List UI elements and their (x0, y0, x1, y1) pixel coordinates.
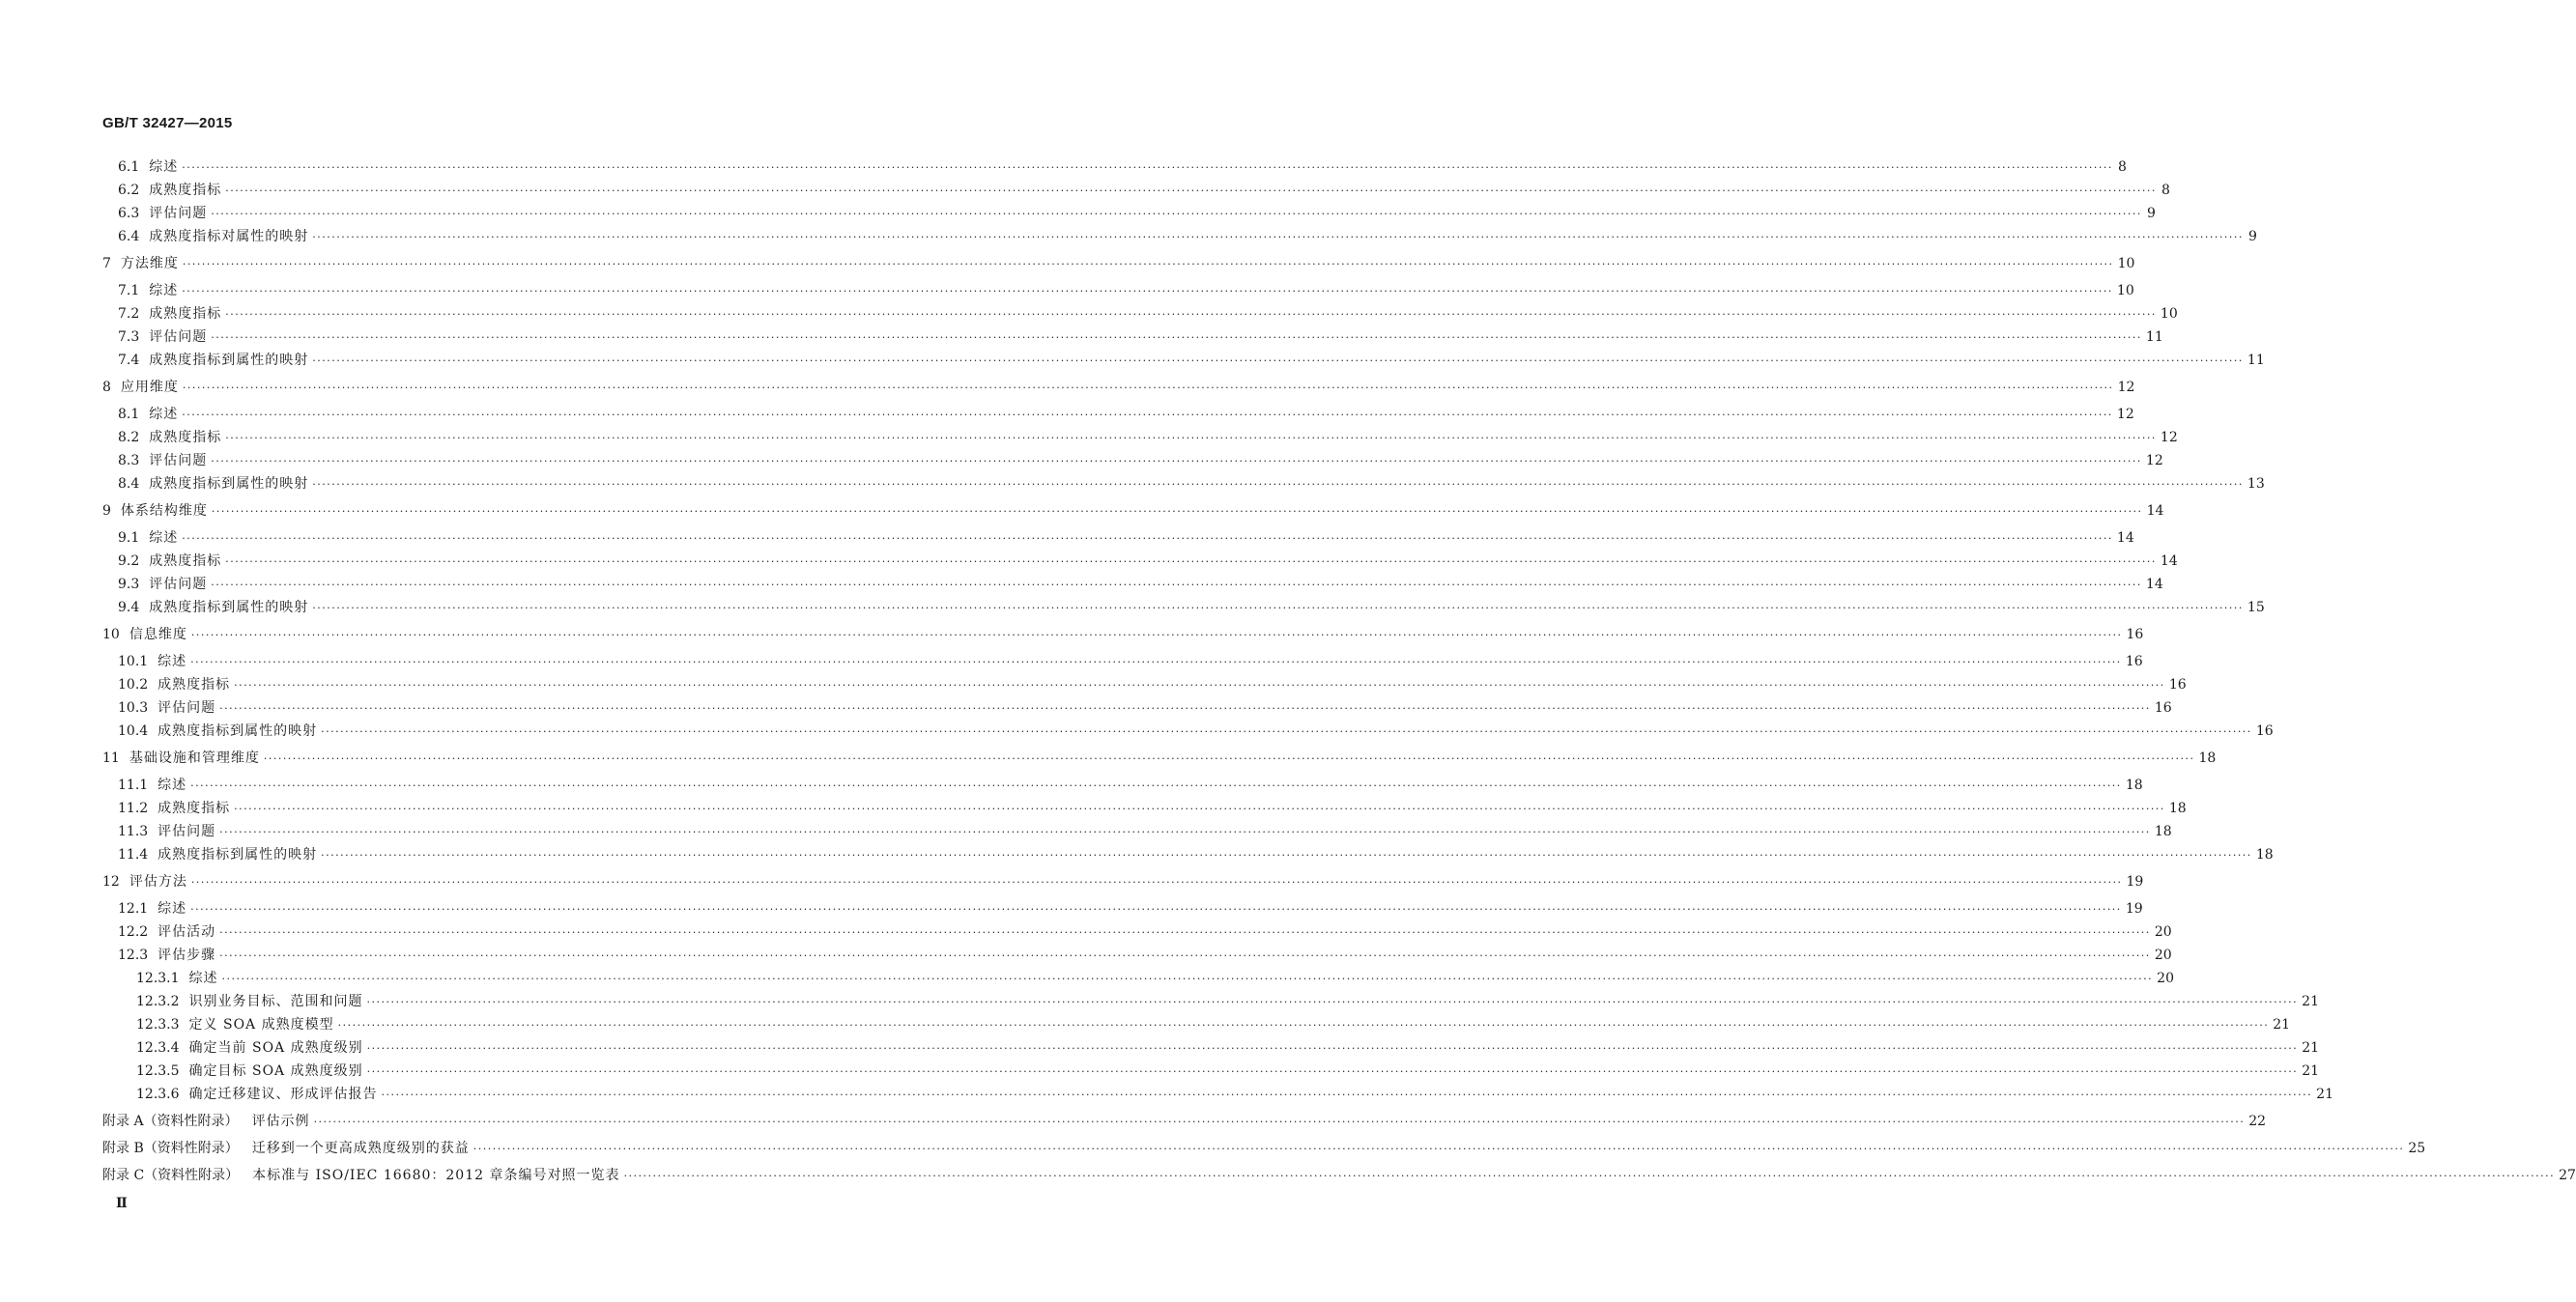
toc-entry-number: 10.3 (118, 700, 149, 716)
toc-entry-page: 27 (2559, 1168, 2576, 1183)
toc-entry[interactable] (102, 748, 2217, 769)
toc-leader-dots: ················································································································································································································································································································································································································ (337, 1019, 2270, 1032)
toc-entry-number: 10.4 (118, 723, 149, 739)
toc-entry-title: 本标准与 ISO/IEC 16680：2012 章条编号对照一览表 (252, 1168, 620, 1183)
toc-entry[interactable] (102, 871, 2144, 892)
toc-entry-number: 11.3 (118, 824, 149, 839)
toc-entry-page: 12 (2160, 430, 2178, 445)
toc-entry-page: 16 (2126, 627, 2144, 642)
toc-entry-number: 10.1 (118, 654, 149, 669)
toc-entry-page: 14 (2160, 553, 2178, 569)
toc-leader-dots: ················································································································································································································································································································································································································ (366, 1042, 2299, 1055)
toc-entry-page: 16 (2255, 723, 2274, 739)
toc-entry-number: 12.3.1 (136, 971, 180, 986)
toc-entry-page: 12 (2145, 453, 2163, 468)
toc-entry-page: 21 (2316, 1087, 2333, 1102)
toc-entry-number: 9.2 (118, 553, 140, 569)
toc-leader-dots: ················································································································································································································································································································································································································ (211, 331, 2142, 344)
toc-entry-title: 成熟度指标到属性的映射 (157, 847, 318, 863)
toc-entry-number: 8.1 (118, 407, 140, 422)
toc-leader-dots: ················································································································································································································································································································································································································ (190, 656, 2122, 668)
toc-leader-dots: ················································································································································································································································································································································································································ (381, 1089, 2313, 1101)
toc-entry-title: 成熟度指标 (149, 553, 222, 569)
toc-entry[interactable] (118, 721, 2274, 742)
toc-entry-page: 10 (2117, 256, 2135, 271)
toc-entry-page: 15 (2247, 600, 2265, 615)
toc-entry[interactable] (102, 253, 2135, 274)
toc-entry-title: 确定目标 SOA 成熟度级别 (188, 1063, 363, 1079)
toc-entry[interactable] (118, 597, 2265, 618)
toc-entry-number: 7.1 (118, 283, 140, 298)
toc-entry[interactable] (118, 821, 2172, 842)
toc-entry-number: 12 (102, 874, 120, 890)
toc-entry-title: 成熟度指标 (157, 677, 231, 693)
toc-entry[interactable] (102, 377, 2135, 398)
toc-entry-page: 16 (2154, 700, 2172, 716)
toc-entry[interactable] (136, 1014, 2291, 1035)
toc-entry-number: 6.2 (118, 183, 140, 198)
toc-entry-number: 6.3 (118, 206, 140, 221)
toc-leader-dots: ················································································································································································································································································································································································································ (225, 184, 2157, 197)
toc-entry-page: 20 (2154, 948, 2172, 963)
toc-entry-page: 20 (2157, 971, 2174, 986)
toc-entry-title: 综述 (149, 407, 179, 422)
toc-leader-dots: ················································································································································································································································································································································································································ (190, 903, 2122, 916)
toc-entry-title: 综述 (149, 283, 179, 298)
toc-entry[interactable] (136, 968, 2174, 989)
toc-entry[interactable] (102, 500, 2164, 522)
toc-entry[interactable] (136, 1084, 2333, 1105)
toc-entry-number: 12.3.3 (136, 1017, 180, 1033)
toc-entry[interactable] (118, 203, 2156, 224)
toc-entry[interactable] (118, 551, 2178, 572)
toc-entry-page: 13 (2247, 476, 2265, 492)
toc-entry-title: 评估问题 (149, 577, 208, 592)
toc-entry-number: 12.3.4 (136, 1040, 180, 1056)
toc-entry-title: 评估示例 (251, 1114, 310, 1129)
toc-leader-dots: ················································································································································································································································································································································································································ (182, 161, 2113, 174)
toc-leader-dots: ················································································································································································································································································································································································································ (472, 1143, 2405, 1155)
toc-entry-number: 7.4 (118, 353, 140, 368)
toc-entry[interactable] (118, 473, 2265, 495)
toc-entry-title: 应用维度 (120, 380, 179, 395)
toc-appendix-entry[interactable] (102, 1111, 2267, 1132)
toc-leader-dots: ················································································································································································································································································································································································································ (321, 725, 2252, 738)
toc-entry-number: 11.2 (118, 801, 149, 816)
toc-entry[interactable] (118, 574, 2163, 595)
toc-entry-number: 附录 C（资料性附录） (102, 1168, 240, 1183)
toc-entry-page: 9 (2146, 206, 2156, 221)
toc-leader-dots: ················································································································································································································································································································································································································ (211, 505, 2143, 518)
toc-entry-title: 确定当前 SOA 成熟度级别 (188, 1040, 363, 1056)
toc-entry-title: 评估方法 (129, 874, 187, 890)
toc-entry-number: 12.3.5 (136, 1063, 180, 1079)
toc-entry-title: 综述 (157, 778, 187, 793)
toc-leader-dots: ················································································································································································································································································································································································································ (190, 629, 2123, 641)
toc-entry-title: 成熟度指标 (149, 183, 222, 198)
toc-leader-dots: ················································································································································································································································································································································································································ (312, 354, 2244, 367)
toc-entry[interactable] (136, 991, 2319, 1012)
toc-entry-page: 18 (2255, 847, 2274, 863)
toc-entry[interactable] (118, 180, 2170, 201)
toc-entry[interactable] (118, 280, 2134, 301)
toc-entry[interactable] (118, 798, 2187, 819)
toc-entry-page: 14 (2146, 503, 2164, 519)
toc-entry-number: 8.3 (118, 453, 140, 468)
toc-leader-dots: ················································································································································································································································································································································································································ (211, 208, 2142, 220)
toc-leader-dots: ················································································································································································································································································································································································································ (211, 455, 2142, 467)
toc-entry-number: 6.4 (118, 229, 140, 244)
toc-leader-dots: ················································································································································································································································································································································································································ (366, 1065, 2299, 1078)
toc-entry-title: 评估问题 (157, 824, 216, 839)
toc-entry-number: 12.2 (118, 924, 149, 940)
toc-entry-page: 10 (2160, 306, 2178, 322)
toc-entry-title: 定义 SOA 成熟度模型 (188, 1017, 334, 1033)
toc-entry-title: 评估问题 (149, 206, 208, 221)
toc-entry-title: 成熟度指标到属性的映射 (149, 353, 309, 368)
toc-entry-page: 22 (2248, 1114, 2267, 1129)
toc-appendix-entry[interactable] (102, 1165, 2576, 1186)
toc-entry-page: 12 (2117, 380, 2135, 395)
toc-entry-page: 14 (2116, 530, 2134, 546)
toc-entry-page: 11 (2145, 329, 2163, 345)
toc-leader-dots: ················································································································································································································································································································································································································ (312, 478, 2244, 491)
toc-entry[interactable] (118, 775, 2143, 796)
toc-leader-dots: ················································································································································································································································································································································································································ (182, 285, 2113, 297)
toc-entry-page: 21 (2302, 1063, 2320, 1079)
toc-leader-dots: ················································································································································································································································································································································································································ (190, 779, 2122, 792)
toc-leader-dots: ················································································································································································································································································································································································································ (313, 1116, 2246, 1128)
toc-entry-title: 成熟度指标 (149, 306, 222, 322)
toc-entry-page: 8 (2117, 159, 2127, 175)
toc-entry[interactable] (118, 898, 2143, 920)
toc-leader-dots: ················································································································································································································································································································································································································ (182, 382, 2114, 394)
toc-entry-title: 信息维度 (129, 627, 187, 642)
toc-entry[interactable] (118, 427, 2178, 448)
toc-leader-dots: ················································································································································································································································································································································································································ (263, 752, 2195, 765)
toc-entry-page: 14 (2145, 577, 2163, 592)
toc-entry-number: 12.1 (118, 901, 149, 917)
toc-leader-dots: ················································································································································································································································································································································································································ (234, 803, 2165, 815)
toc-entry-title: 综述 (188, 971, 218, 986)
page-number: Ⅱ (116, 1196, 128, 1211)
toc-leader-dots: ················································································································································································································································································································································································································ (182, 409, 2113, 421)
toc-entry-number: 12.3.2 (136, 994, 180, 1009)
document-code-header: GB/T 32427—2015 (102, 115, 233, 131)
toc-entry[interactable] (118, 674, 2187, 695)
toc-entry-title: 成熟度指标 (157, 801, 231, 816)
toc-entry-page: 19 (2125, 901, 2143, 917)
toc-entry[interactable] (136, 1037, 2320, 1059)
toc-entry[interactable] (118, 226, 2257, 247)
toc-leader-dots: ················································································································································································································································································································································································································ (221, 973, 2154, 985)
toc-leader-dots: ················································································································································································································································································································································································································ (211, 579, 2142, 591)
toc-entry-page: 21 (2302, 1040, 2320, 1056)
toc-entry[interactable] (102, 624, 2144, 645)
toc-leader-dots: ················································································································································································································································································································································································································ (312, 231, 2244, 243)
toc-entry-page: 18 (2168, 801, 2187, 816)
toc-entry-page: 8 (2161, 183, 2170, 198)
toc-entry-title: 体系结构维度 (120, 503, 208, 519)
toc-entry-number: 7 (102, 256, 111, 271)
toc-entry-page: 18 (2154, 824, 2172, 839)
toc-entry-title: 评估问题 (157, 700, 216, 716)
toc-entry-title: 迁移到一个更高成熟度级别的获益 (251, 1141, 470, 1156)
toc-leader-dots: ················································································································································································································································································································································································································ (366, 996, 2299, 1008)
toc-entry-number: 附录 A（资料性附录） (102, 1114, 239, 1129)
toc-entry-title: 成熟度指标到属性的映射 (157, 723, 318, 739)
toc-entry-page: 18 (2198, 750, 2217, 766)
toc-leader-dots: ················································································································································································································································································································································································································ (234, 679, 2165, 692)
toc-entry-number: 11 (102, 750, 120, 766)
toc-entry-number: 12.3.6 (136, 1087, 180, 1102)
toc-entry[interactable] (118, 651, 2143, 672)
toc-entry-title: 识别业务目标、范围和问题 (188, 994, 363, 1009)
toc-entry-title: 综述 (157, 654, 187, 669)
toc-entry-title: 评估步骤 (157, 948, 216, 963)
toc-entry-number: 9.1 (118, 530, 140, 546)
toc-entry-page: 21 (2273, 1017, 2291, 1033)
toc-entry[interactable] (118, 945, 2172, 966)
toc-entry-page: 21 (2302, 994, 2319, 1009)
toc-entry-page: 20 (2154, 924, 2172, 940)
toc-entry[interactable] (118, 844, 2274, 865)
toc-entry[interactable] (118, 404, 2134, 425)
toc-entry[interactable] (118, 156, 2127, 178)
toc-entry-title: 综述 (149, 530, 179, 546)
toc-entry-number: 12.3 (118, 948, 149, 963)
toc-entry-number: 8.2 (118, 430, 140, 445)
toc-entry-number: 11.4 (118, 847, 149, 863)
toc-entry-title: 评估活动 (157, 924, 216, 940)
toc-entry[interactable] (136, 1061, 2320, 1082)
toc-leader-dots: ················································································································································································································································································································································································································ (219, 949, 2151, 962)
toc-entry-number: 9.4 (118, 600, 140, 615)
toc-entry-title: 综述 (157, 901, 187, 917)
toc-entry-number: 9 (102, 503, 111, 519)
toc-entry-page: 12 (2116, 407, 2134, 422)
toc-entry-page: 25 (2408, 1141, 2426, 1156)
toc-leader-dots: ················································································································································································································································································································································································································ (182, 532, 2113, 545)
toc-leader-dots: ················································································································································································································································································································································································································ (225, 555, 2157, 568)
toc-leader-dots: ················································································································································································································································································································································································································ (321, 849, 2252, 862)
toc-leader-dots: ················································································································································································································································································································································································································ (219, 926, 2151, 939)
toc-entry-title: 评估问题 (149, 329, 208, 345)
toc-entry-number: 附录 B（资料性附录） (102, 1141, 239, 1156)
toc-appendix-entry[interactable] (102, 1138, 2426, 1159)
toc-entry-title: 基础设施和管理维度 (129, 750, 260, 766)
toc-entry-title: 综述 (149, 159, 179, 175)
toc-entry[interactable] (118, 921, 2172, 943)
toc-entry-number: 10 (102, 627, 120, 642)
toc-leader-dots: ················································································································································································································································································································································································································ (225, 432, 2157, 444)
toc-entry-number: 7.3 (118, 329, 140, 345)
toc-leader-dots: ················································································································································································································································································································································································································ (182, 258, 2114, 270)
toc-leader-dots: ················································································································································································································································································································································································································ (219, 826, 2151, 838)
toc-entry-number: 10.2 (118, 677, 149, 693)
toc-entry-page: 18 (2125, 778, 2143, 793)
toc-entry-title: 成熟度指标到属性的映射 (149, 476, 309, 492)
toc-entry-title: 成熟度指标 (149, 430, 222, 445)
toc-entry-page: 10 (2116, 283, 2134, 298)
toc-entry[interactable] (118, 303, 2178, 325)
toc-entry[interactable] (118, 326, 2163, 348)
toc-leader-dots: ················································································································································································································································································································································································································ (190, 876, 2123, 889)
toc-entry-number: 9.3 (118, 577, 140, 592)
toc-leader-dots: ················································································································································································································································································································································································································ (225, 308, 2157, 321)
toc-leader-dots: ················································································································································································································································································································································································································ (312, 602, 2244, 614)
toc-entry-number: 11.1 (118, 778, 149, 793)
toc-entry-number: 8.4 (118, 476, 140, 492)
toc-entry[interactable] (118, 350, 2265, 371)
toc-entry-page: 9 (2247, 229, 2257, 244)
toc-entry-title: 确定迁移建议、形成评估报告 (188, 1087, 378, 1102)
toc-entry[interactable] (118, 697, 2172, 719)
toc-entry[interactable] (118, 450, 2163, 471)
toc-entry-page: 11 (2247, 353, 2265, 368)
toc-entry-title: 成熟度指标到属性的映射 (149, 600, 309, 615)
toc-entry-page: 16 (2125, 654, 2143, 669)
toc-entry-number: 7.2 (118, 306, 140, 322)
toc-entry-title: 评估问题 (149, 453, 208, 468)
toc-leader-dots: ················································································································································································································································································································································································································ (623, 1170, 2556, 1182)
toc-entry-title: 成熟度指标对属性的映射 (149, 229, 309, 244)
toc-entry-number: 6.1 (118, 159, 140, 175)
toc-entry-number: 8 (102, 380, 111, 395)
toc-entry[interactable] (118, 527, 2134, 549)
toc-entry-title: 方法维度 (120, 256, 179, 271)
toc-leader-dots: ················································································································································································································································································································································································································ (219, 702, 2151, 715)
toc-entry-page: 16 (2168, 677, 2187, 693)
toc-entry-page: 19 (2126, 874, 2144, 890)
